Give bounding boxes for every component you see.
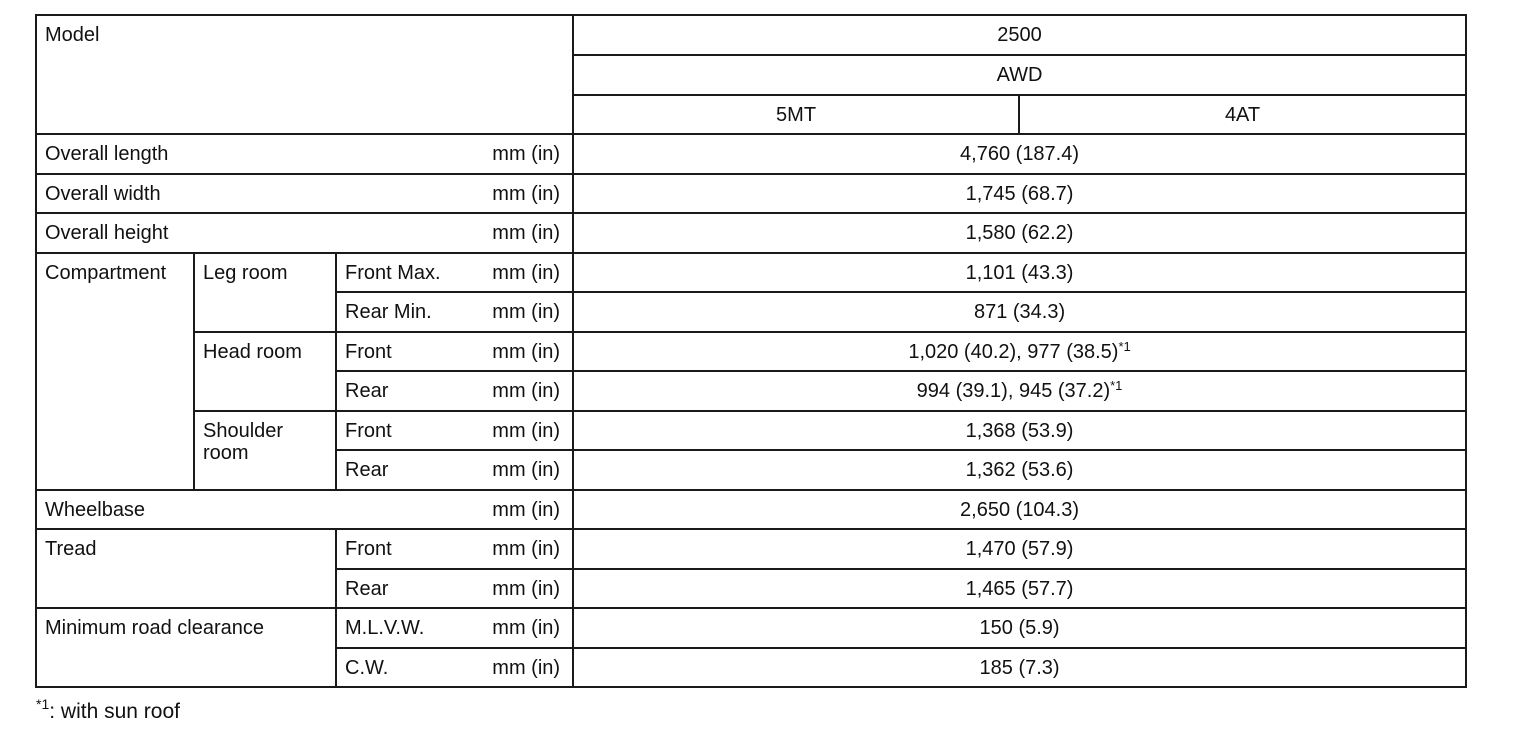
sub-label: Front <box>336 411 476 451</box>
dimensions-table <box>35 14 1467 688</box>
unit-label: mm (in) <box>476 332 573 372</box>
trans-mt-header-cell <box>573 95 1019 134</box>
sub-label: Rear <box>336 569 476 609</box>
unit-label: mm (in) <box>476 608 573 648</box>
engine-label: 2500 <box>997 24 1042 46</box>
sunroof-footnote-mark: *1 <box>1118 338 1131 354</box>
model-header-cell <box>36 15 573 134</box>
footnote-text: : with sun roof <box>49 700 180 723</box>
table-row <box>36 490 1466 530</box>
table-row <box>36 253 1466 293</box>
drive-header-cell <box>573 55 1466 95</box>
sub-label: C.W. <box>336 648 476 688</box>
sub-label: Front Max. <box>336 253 476 293</box>
unit-label: mm (in) <box>476 569 573 609</box>
clearance-label: Minimum road clearance <box>36 608 336 687</box>
unit-label: mm (in) <box>476 371 573 411</box>
row-label: Overall width <box>36 174 476 214</box>
row-value: 1,362 (53.6) <box>573 450 1466 490</box>
compartment-label: Compartment <box>36 253 194 490</box>
unit-label: mm (in) <box>476 411 573 451</box>
unit-label: mm (in) <box>476 213 573 253</box>
unit-label: mm (in) <box>476 253 573 293</box>
row-value: 871 (34.3) <box>573 292 1466 332</box>
leg-room-label: Leg room <box>194 253 336 332</box>
table-row <box>36 174 1466 214</box>
footnote-mark: *1 <box>36 696 50 712</box>
trans-mt-label: 5MT <box>776 104 817 126</box>
row-value: 1,580 (62.2) <box>573 213 1466 253</box>
table-row <box>36 134 1466 174</box>
row-value: 4,760 (187.4) <box>573 134 1466 174</box>
head-room-rear-value: 994 (39.1), 945 (37.2) <box>916 380 1111 402</box>
head-room-label: Head room <box>194 332 336 411</box>
table-row <box>36 411 1466 451</box>
row-value: 1,470 (57.9) <box>573 529 1466 569</box>
sub-label: M.L.V.W. <box>336 608 476 648</box>
row-label: Overall height <box>36 213 476 253</box>
unit-label: mm (in) <box>476 134 573 174</box>
model-label: Model <box>45 24 100 46</box>
row-label: Overall length <box>36 134 476 174</box>
row-value: 150 (5.9) <box>573 608 1466 648</box>
engine-header-cell <box>573 15 1466 55</box>
head-room-front-value: 1,020 (40.2), 977 (38.5) <box>908 340 1119 363</box>
row-value: 1,368 (53.9) <box>573 411 1466 451</box>
trans-at-header-cell <box>1019 95 1466 134</box>
table-row <box>36 332 1466 372</box>
unit-label: mm (in) <box>476 450 573 490</box>
table-row <box>36 608 1466 648</box>
footnote <box>36 696 180 724</box>
sub-label: Rear <box>336 371 476 411</box>
row-value: 1,465 (57.7) <box>573 569 1466 609</box>
unit-label: mm (in) <box>476 292 573 332</box>
row-value: 185 (7.3) <box>573 648 1466 688</box>
sub-label: Front <box>336 529 476 569</box>
sub-label: Front <box>336 332 476 372</box>
row-value <box>573 332 1466 372</box>
sunroof-footnote-mark: *1 <box>1110 378 1123 393</box>
unit-label: mm (in) <box>476 529 573 569</box>
sub-label: Rear <box>336 450 476 490</box>
row-value: 2,650 (104.3) <box>573 490 1466 530</box>
sub-label: Rear Min. <box>336 292 476 332</box>
unit-label: mm (in) <box>476 490 573 530</box>
row-value: 1,101 (43.3) <box>573 253 1466 293</box>
table-row <box>36 529 1466 569</box>
unit-label: mm (in) <box>476 648 573 688</box>
tread-label: Tread <box>36 529 336 608</box>
drive-label: AWD <box>996 64 1043 86</box>
row-label: Wheelbase <box>36 490 476 530</box>
trans-at-label: 4AT <box>1224 104 1261 126</box>
table-row <box>36 213 1466 253</box>
row-value <box>573 371 1466 411</box>
row-value: 1,745 (68.7) <box>573 174 1466 214</box>
unit-label: mm (in) <box>476 174 573 214</box>
shoulder-room-label: Shoulder room <box>194 411 336 490</box>
